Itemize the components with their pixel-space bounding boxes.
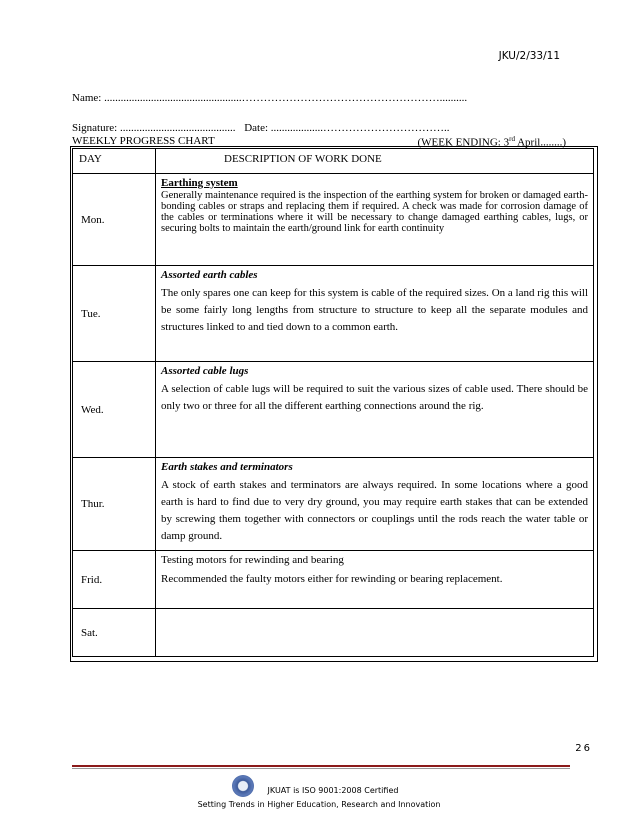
day-cell: Mon. [73, 174, 156, 266]
description-cell [156, 266, 594, 362]
day-cell: Thur. [73, 458, 156, 551]
description-cell [156, 362, 594, 458]
chart-title: WEEKLY PROGRESS CHART [72, 135, 215, 147]
document-reference: JKU/2/33/11 [498, 50, 560, 62]
footer-divider-thin [72, 768, 570, 769]
signature-date-line [72, 122, 450, 134]
description-cell [156, 174, 594, 266]
entry-body: A selection of cable lugs will be required to suit the various sizes of cable used. There should be only two or three for all the different earthing connections around the rig. [161, 383, 588, 412]
header-description: DESCRIPTION OF WORK DONE [156, 149, 594, 174]
entry-title: Assorted cable lugs [161, 365, 249, 377]
description-cell [156, 458, 594, 551]
entry-body: The only spares one can keep for this system is cable of the required sizes. On a land rig this will be some fairly long lengths from structure to structure to keep all the separate modules and structures linked to and tied down to a common earth. [161, 287, 588, 333]
footer-divider [72, 765, 570, 767]
description-cell [156, 609, 594, 657]
weekly-progress-table [72, 148, 594, 657]
entry-title: Assorted earth cables [161, 269, 258, 281]
chart-title-line [72, 135, 566, 149]
entry-title: Earthing system [161, 177, 238, 189]
entry-body: A stock of earth stakes and terminators are always required. In some locations where a good earth is hard to find due to very dry ground, you may require earth stakes that can be extended by screwing them together with connectors or couplings until the rods reach the water table or damp ground. [161, 479, 588, 542]
footer-slogan: Setting Trends in Higher Education, Research and Innovation [197, 800, 441, 809]
table-row [73, 609, 594, 657]
table-row [73, 458, 594, 551]
name-field: Name: ..................................................……………………………………………….......... [72, 92, 468, 104]
table-header-row [73, 149, 594, 174]
day-cell: Wed. [73, 362, 156, 458]
week-ending: (WEEK ENDING: 3rd April........) [417, 135, 566, 149]
description-cell [156, 551, 594, 609]
entry-body: Generally maintenance required is the inspection of the earthing system for broken or damaged earth-bonding cables or straps and replacing them if required. A check was made for corrosion damage of the cables or terminations where it will be necessary to change damaged earthing cables, lugs, or securing bolts to maintain the earth/ground link for earth continuity [161, 190, 588, 234]
table-row [73, 362, 594, 458]
day-cell: Frid. [73, 551, 156, 609]
footer-certification: JKUAT is ISO 9001:2008 Certified [267, 786, 399, 795]
entry-title: Testing motors for rewinding and bearing [161, 554, 344, 566]
page-number: 26 [575, 743, 592, 754]
date-field: Date: ...................…………………………….. [244, 122, 450, 134]
entry-body: Recommended the faulty motors either for rewinding or bearing replacement. [161, 573, 503, 585]
entry-title: Earth stakes and terminators [161, 461, 293, 473]
header-day: DAY [73, 149, 156, 174]
table-row [73, 266, 594, 362]
table-row [73, 174, 594, 266]
signature-field: Signature: .......................................... [72, 122, 236, 134]
day-cell: Tue. [73, 266, 156, 362]
table-row [73, 551, 594, 609]
day-cell: Sat. [73, 609, 156, 657]
